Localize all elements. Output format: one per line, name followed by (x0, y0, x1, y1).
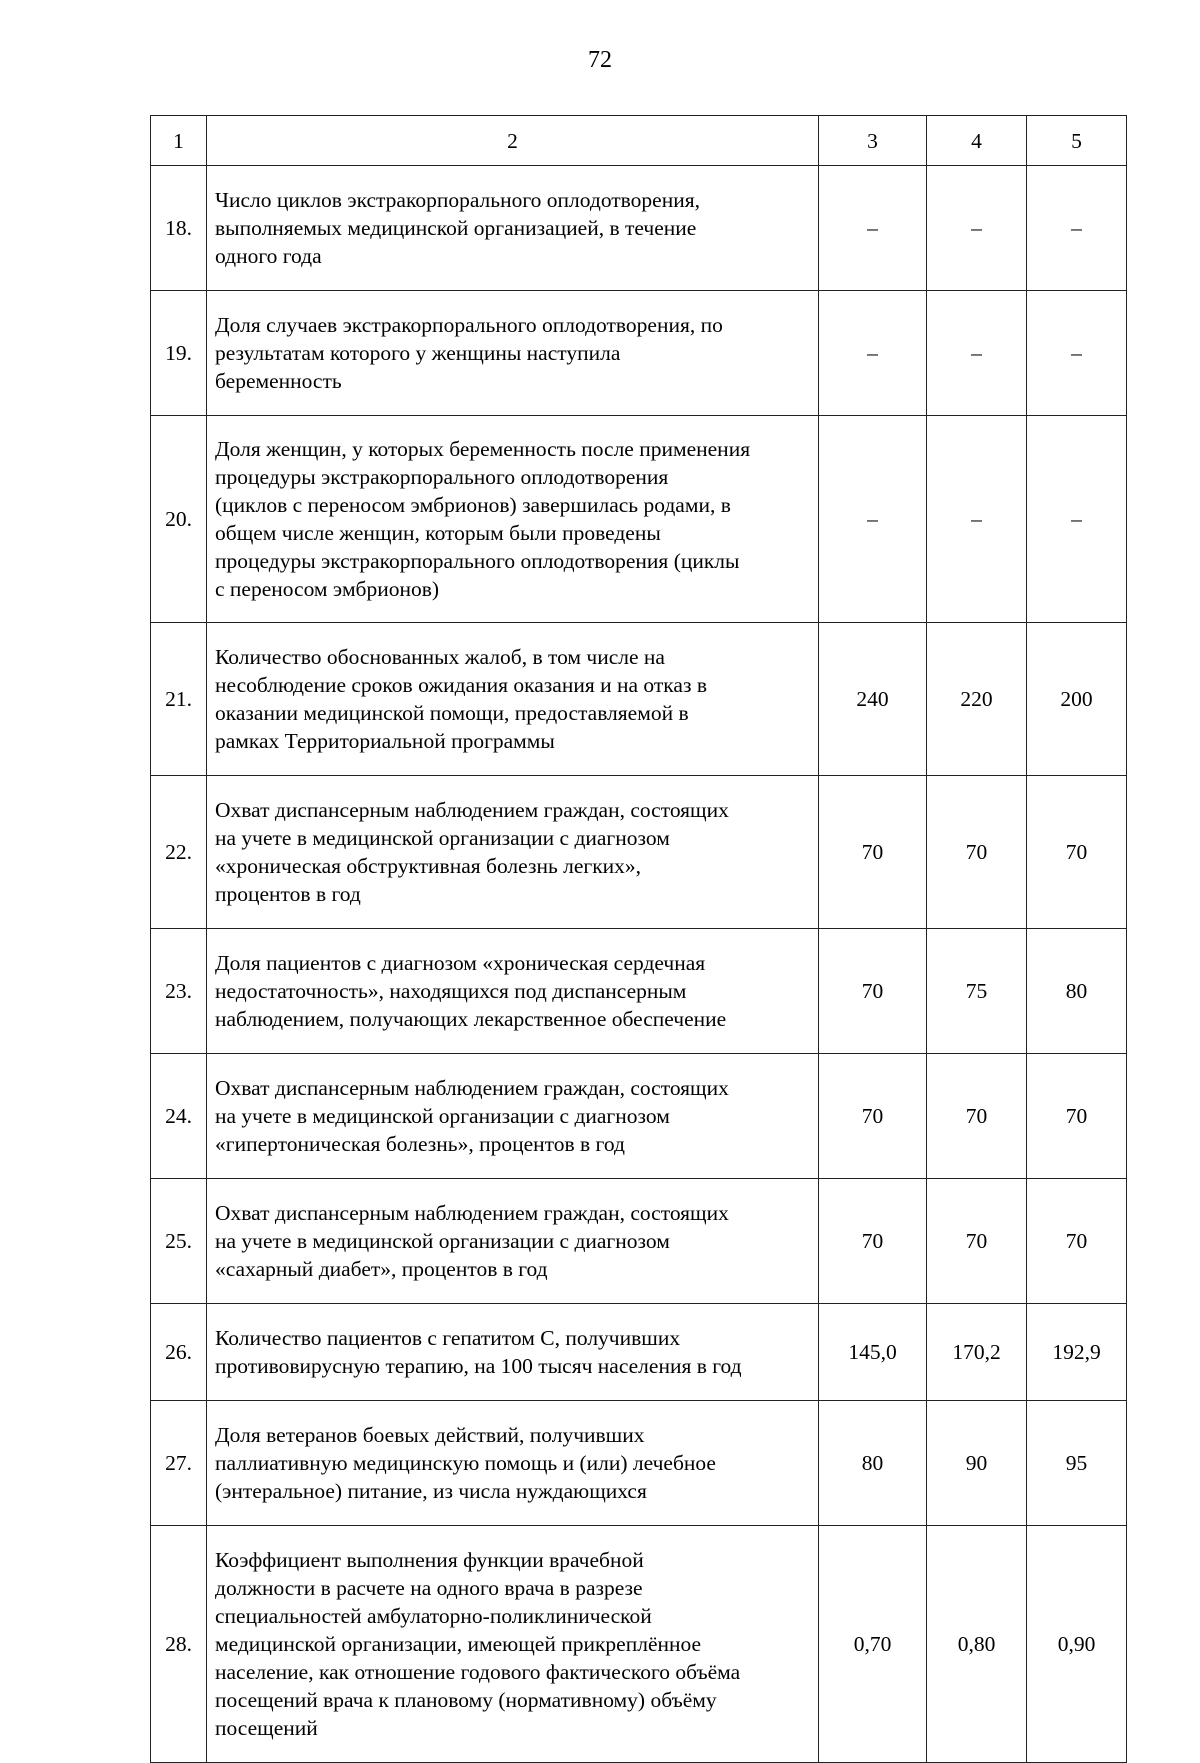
value-col-5: – (1027, 416, 1127, 623)
value-col-3: 70 (819, 1054, 927, 1179)
description-line: паллиативную медицинскую помощь и (или) лечебное (215, 1451, 716, 1475)
header-col-3: 3 (819, 116, 927, 166)
row-number: 24. (151, 1054, 207, 1179)
description-line: Охват диспансерным наблюдением граждан, состоящих (215, 798, 729, 822)
description-line: Количество пациентов с гепатитом С, получивших (215, 1326, 681, 1350)
table-header-row (151, 116, 1127, 166)
description-line: процедуры экстракорпорального оплодотворения (215, 465, 669, 489)
value-col-3: 0,70 (819, 1526, 927, 1763)
value-col-3: 70 (819, 929, 927, 1054)
value-col-4: 0,80 (927, 1526, 1027, 1763)
value-col-3: – (819, 416, 927, 623)
description-line: на учете в медицинской организации с диагнозом (215, 826, 670, 850)
table-row (151, 166, 1127, 291)
page-number: 72 (588, 47, 612, 73)
table-row (151, 1054, 1127, 1179)
description-line: на учете в медицинской организации с диагнозом (215, 1229, 670, 1253)
value-col-4: 90 (927, 1401, 1027, 1526)
row-number: 19. (151, 291, 207, 416)
description-line: Доля ветеранов боевых действий, получивших (215, 1423, 645, 1447)
description-line: «гипертоническая болезнь», процентов в год (215, 1132, 625, 1156)
description-line: (энтеральное) питание, из числа нуждающихся (215, 1479, 647, 1503)
row-number: 27. (151, 1401, 207, 1526)
value-col-5: 70 (1027, 776, 1127, 929)
value-col-5: 95 (1027, 1401, 1127, 1526)
description-line: Охват диспансерным наблюдением граждан, состоящих (215, 1201, 729, 1225)
indicator-description (207, 1401, 819, 1526)
indicator-description (207, 1304, 819, 1401)
value-col-4: 220 (927, 623, 1027, 776)
description-line: наблюдением, получающих лекарственное обеспечение (215, 1007, 727, 1031)
description-line: посещений (215, 1716, 318, 1740)
value-col-5: 70 (1027, 1179, 1127, 1304)
description-line: должности в расчете на одного врача в разрезе (215, 1576, 643, 1600)
value-col-3: 80 (819, 1401, 927, 1526)
description-line: процентов в год (215, 882, 361, 906)
description-line: несоблюдение сроков ожидания оказания и на отказ в (215, 673, 707, 697)
indicator-description (207, 166, 819, 291)
description-line: «сахарный диабет», процентов в год (215, 1257, 548, 1281)
description-line: с переносом эмбрионов) (215, 577, 440, 601)
description-line: медицинской организации, имеющей прикреплённое (215, 1632, 702, 1656)
value-col-4: 170,2 (927, 1304, 1027, 1401)
value-col-5: 80 (1027, 929, 1127, 1054)
value-col-5: 0,90 (1027, 1526, 1127, 1763)
description-line: общем числе женщин, которым были проведены (215, 521, 661, 545)
description-line: рамках Территориальной программы (215, 729, 555, 753)
header-col-2: 2 (207, 116, 819, 166)
description-line: противовирусную терапию, на 100 тысяч населения в год (215, 1354, 742, 1378)
table-row (151, 1526, 1127, 1763)
indicator-description (207, 929, 819, 1054)
value-col-3: 70 (819, 776, 927, 929)
value-col-5: 70 (1027, 1054, 1127, 1179)
value-col-4: – (927, 291, 1027, 416)
table-row (151, 416, 1127, 623)
value-col-3: 240 (819, 623, 927, 776)
description-line: Доля пациентов с диагнозом «хроническая сердечная (215, 951, 706, 975)
description-line: Коэффициент выполнения функции врачебной (215, 1548, 644, 1572)
value-col-4: – (927, 166, 1027, 291)
description-line: беременность (215, 369, 342, 393)
value-col-4: 70 (927, 1054, 1027, 1179)
row-number: 20. (151, 416, 207, 623)
table-row (151, 776, 1127, 929)
indicators-table (150, 115, 1127, 1763)
value-col-4: 70 (927, 776, 1027, 929)
description-line: недостаточность», находящихся под диспансерным (215, 979, 687, 1003)
table-row (151, 1179, 1127, 1304)
table-row (151, 623, 1127, 776)
description-line: Доля случаев экстракорпорального оплодотворения, по (215, 313, 723, 337)
value-col-5: 200 (1027, 623, 1127, 776)
indicator-description (207, 1054, 819, 1179)
description-line: на учете в медицинской организации с диагнозом (215, 1104, 670, 1128)
header-col-1: 1 (151, 116, 207, 166)
description-line: одного года (215, 244, 322, 268)
value-col-3: – (819, 291, 927, 416)
description-line: посещений врача к плановому (нормативному) объёму (215, 1688, 717, 1712)
description-line: Доля женщин, у которых беременность после применения (215, 437, 751, 461)
value-col-4: 75 (927, 929, 1027, 1054)
row-number: 18. (151, 166, 207, 291)
indicator-description (207, 416, 819, 623)
header-col-5: 5 (1027, 116, 1127, 166)
description-line: (циклов с переносом эмбрионов) завершилась родами, в (215, 493, 731, 517)
description-line: Охват диспансерным наблюдением граждан, состоящих (215, 1076, 729, 1100)
description-line: результатам которого у женщины наступила (215, 341, 621, 365)
value-col-4: 70 (927, 1179, 1027, 1304)
value-col-3: – (819, 166, 927, 291)
header-col-4: 4 (927, 116, 1027, 166)
description-line: выполняемых медицинской организацией, в течение (215, 216, 697, 240)
table-row (151, 291, 1127, 416)
indicator-description (207, 1526, 819, 1763)
description-line: население, как отношение годового фактического объёма (215, 1660, 741, 1684)
value-col-5: 192,9 (1027, 1304, 1127, 1401)
row-number: 28. (151, 1526, 207, 1763)
value-col-3: 145,0 (819, 1304, 927, 1401)
value-col-5: – (1027, 291, 1127, 416)
description-line: Число циклов экстракорпорального оплодотворения, (215, 188, 700, 212)
value-col-4: – (927, 416, 1027, 623)
table-row (151, 1401, 1127, 1526)
indicator-description (207, 291, 819, 416)
indicator-description (207, 1179, 819, 1304)
row-number: 21. (151, 623, 207, 776)
value-col-3: 70 (819, 1179, 927, 1304)
table-row (151, 929, 1127, 1054)
description-line: оказании медицинской помощи, предоставляемой в (215, 701, 689, 725)
description-line: Количество обоснованных жалоб, в том числе на (215, 645, 665, 669)
row-number: 22. (151, 776, 207, 929)
description-line: «хроническая обструктивная болезнь легких», (215, 854, 642, 878)
description-line: процедуры экстракорпорального оплодотворения (циклы (215, 549, 740, 573)
row-number: 23. (151, 929, 207, 1054)
table-row (151, 1304, 1127, 1401)
description-line: специальностей амбулаторно-поликлинической (215, 1604, 652, 1628)
indicator-description (207, 623, 819, 776)
row-number: 26. (151, 1304, 207, 1401)
indicator-description (207, 776, 819, 929)
row-number: 25. (151, 1179, 207, 1304)
value-col-5: – (1027, 166, 1127, 291)
